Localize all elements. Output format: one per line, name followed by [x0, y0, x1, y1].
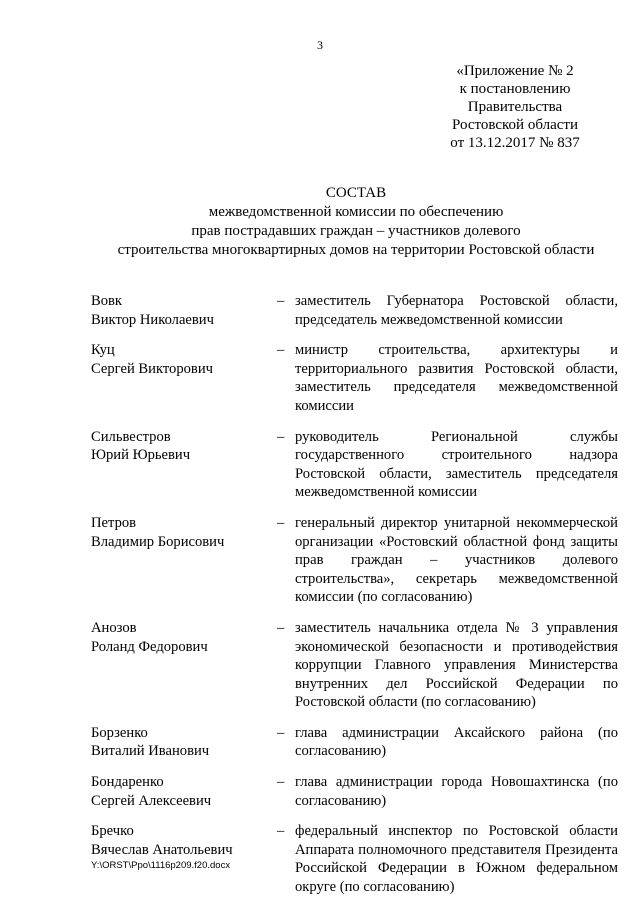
member-row	[91, 514, 618, 607]
member-dash: –	[277, 342, 285, 359]
member-dash: –	[277, 724, 285, 741]
member-given-name: Виталий Иванович	[91, 743, 210, 760]
subtitle-line: строительства многоквартирных домов на территории Ростовской области	[117, 241, 595, 258]
member-row	[91, 619, 618, 712]
member-row	[91, 773, 618, 810]
member-dash: –	[277, 293, 285, 309]
member-surname: Сильвестров	[91, 428, 171, 445]
page-number: 3	[317, 38, 323, 52]
member-name	[91, 773, 277, 810]
member-surname: Борзенко	[91, 724, 148, 741]
member-surname: Вовк	[91, 293, 123, 309]
commission-members-list	[91, 292, 618, 909]
member-surname: Бондаренко	[91, 774, 164, 791]
member-role: генеральный директор унитарной некоммерческой организации «Ростовский областной фонд защиты прав граждан – участников долевого строительства», секретарь межведомственной комиссии (по согласованию)	[295, 514, 618, 606]
member-role: руководитель Региональной службы государственного строительного надзора Ростовской области, заместитель председателя межведомственной комиссии	[295, 428, 618, 501]
member-role: заместитель Губернатора Ростовской области, председатель межведомственной комиссии	[295, 293, 618, 328]
member-row	[91, 428, 618, 502]
member-row	[91, 341, 618, 415]
document-subtitle	[0, 203, 640, 259]
appendix-line: Ростовской области	[452, 117, 578, 133]
member-name	[91, 514, 277, 607]
member-surname: Анозов	[91, 619, 137, 636]
member-surname: Куц	[91, 342, 115, 359]
member-role: заместитель начальника отдела № 3 управления экономической безопасности и противодействия коррупции Главного управления Министерства внутренних дел Российской Федерации по Ростовской области (по согласованию)	[295, 619, 618, 711]
appendix-line: Правительства	[467, 99, 563, 115]
member-name	[91, 619, 277, 712]
member-role: глава администрации Аксайского района (по согласованию)	[295, 724, 618, 760]
member-surname: Бречко	[91, 823, 134, 840]
member-given-name: Роланд Федорович	[91, 638, 208, 655]
member-given-name: Юрий Юрьевич	[91, 447, 191, 464]
member-name	[91, 428, 277, 502]
member-given-name: Владимир Борисович	[91, 533, 225, 550]
appendix-line: к постановлению	[459, 81, 571, 97]
appendix-line: от 13.12.2017 № 837	[450, 135, 580, 151]
subtitle-line: прав пострадавших граждан – участников долевого	[191, 222, 521, 239]
member-row	[91, 292, 618, 329]
member-role: федеральный инспектор по Ростовской области Аппарата полномочного представителя Президента Российской Федерации в Южном федеральном округе (по согласованию)	[295, 823, 618, 896]
file-path-footer: Y:\ORST\Ppo\1116p209.f20.docx	[91, 860, 231, 871]
member-dash: –	[277, 823, 285, 840]
member-dash: –	[277, 428, 285, 445]
document-title: СОСТАВ	[325, 185, 387, 201]
member-given-name: Вячеслав Анатольевич	[91, 841, 233, 858]
member-given-name: Сергей Викторович	[91, 360, 213, 377]
appendix-header	[430, 62, 600, 152]
member-name	[91, 724, 277, 761]
member-given-name: Виктор Николаевич	[91, 311, 214, 328]
member-dash: –	[277, 514, 285, 531]
member-row	[91, 724, 618, 761]
member-role: министр строительства, архитектуры и территориального развития Ростовской области, заместитель председателя межведомственной комиссии	[295, 342, 618, 414]
member-role: глава администрации города Новошахтинска (по согласованию)	[295, 774, 618, 809]
member-name	[91, 341, 277, 415]
member-dash: –	[277, 774, 285, 791]
appendix-line: «Приложение № 2	[456, 63, 574, 79]
member-name	[91, 292, 277, 329]
subtitle-line: межведомственной комиссии по обеспечению	[208, 204, 504, 220]
member-surname: Петров	[91, 514, 137, 531]
member-given-name: Сергей Алексеевич	[91, 792, 212, 809]
member-dash: –	[277, 619, 285, 636]
